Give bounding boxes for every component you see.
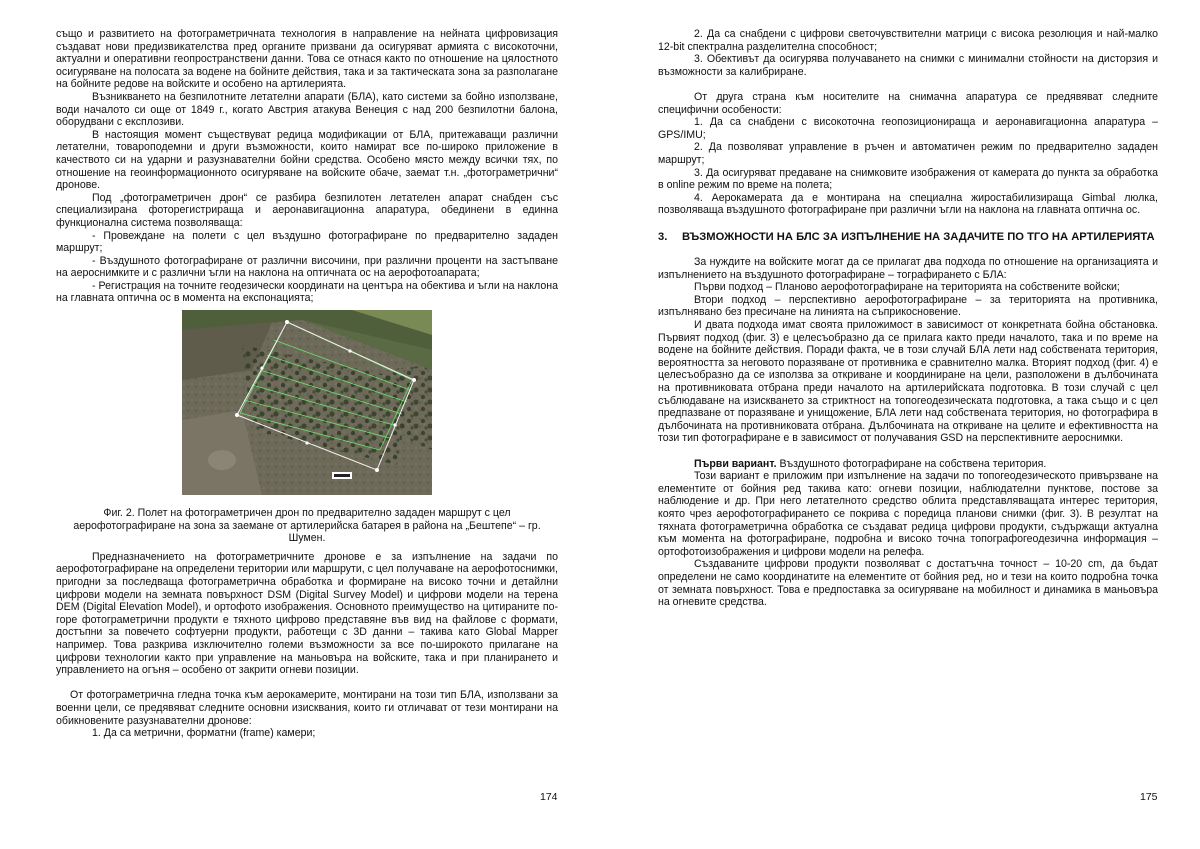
paragraph: От фотограметрична гледна точка към аерокамерите, монтирани на този тип БЛА, използвани за военни цели, се предявяват следните основни изисквания, които ги отличават от тези монтирани на обикновените разузнавателни дронове: — [56, 689, 558, 727]
list-item: 3. Обективът да осигурява получаването на снимки с минимални стойности на дисторзия и възможности за калибриране. — [658, 53, 1158, 78]
paragraph: От друга страна към носителите на снимачна апаратура се предявяват следните специфични особености: — [658, 90, 1158, 116]
paragraph: Този вариант е приложим при изпълнение на задачи по топогеодезическото привързване на елементите от бойния ред такива като: огневи позиции, наблюдателни пунктове, постове за наблюдение и др. При него летателното средство облита представляващата интерес територия, която чрез аерофотографирането се покрива с поредица планови снимки (фиг. 3). В резултат на тяхната фотограметрична обработка се създават редица цифрови продукти, съдържащи актуална към момента на фотографиране, подробна и високо точна топографогеодезична информация – ортофотоизображения и цифрови модели на релефа. — [658, 470, 1158, 558]
page-number: 175 — [1140, 791, 1158, 803]
paragraph: Втори подход – перспективно аерофотографиране – за територията на противника, изпълнявано без пресичане на линията на съприкосновение. — [658, 293, 1158, 319]
aerial-photo-flight-plan — [182, 310, 432, 495]
section-title: ВЪЗМОЖНОСТИ НА БЛС ЗА ИЗПЪЛНЕНИЕ НА ЗАДАЧИТЕ ПО ТГО НА АРТИЛЕРИЯТА — [682, 230, 1155, 243]
paragraph: Предназначението на фотограметричните дронове е за изпълнение на задачи по аерофотографиране на определени територии или маршрути, с цел получаване на аерофотоснимки, пригодни за последваща фотограметрична обработка и формиране на високо точни и детайлни цифрови модели на земната повърхност DSM (Digital Survey Model) и цифрови модели на терена DEM (Digital Elevation Model), и ортофото изображения. Основното преимущество на цитираните по-горе фотограметрични продукти е тяхното цифрово представяне във вид на файлове с формати, достъпни за повечето софтуерни продукти, работещи с 3D данни – такива като Global Mapper например. Това разкрива изключително големи възможности за все по-широкото прилагане на цифрови технологии както при управление на маньовъра на войските, така и при планирането и управлението на огъня – особено от закрити огневи позиции. — [56, 550, 558, 677]
list-item: 4. Аерокамерата да е монтирана на специална жиростабилизираща Gimbal люлка, позволяваща въздушното фотографиране при различни ъгли на наклона на главната оптична ос. — [658, 191, 1158, 217]
figure-caption: аерофотографиране на зона за заемане от артилерийска батарея в района на „Бештепе“ – гр. — [73, 519, 541, 532]
figure — [56, 310, 558, 545]
paragraph: В настоящия момент съществуват редица модификации от БЛА, притежаващи различни летателни, товароподемни и други възможности, които намират все по-широко приложение в качеството си на ударни и разузнавателни бойни средства. Особено място между всички тях, по отношение на геоинформационното осигуряване на войските обаче, заемат т.н. „фотограметрични“ дронове. — [56, 128, 558, 192]
list-item: 1. Да са снабдени с високоточна геопозиционираща и аеронавигационна апаратура – GPS/IMU; — [658, 116, 1158, 141]
list-item: 3. Да осигуряват предаване на снимковите изображения от камерата до пункта за обработка в online режим по време на полета; — [658, 166, 1158, 192]
list-item: - Въздушното фотографиране от различни височини, при различни проценти на застъпване на аероснимките и с различни ъгли на наклона на оптичната ос на аерофотоапарата; — [56, 254, 558, 280]
section-number: 3. — [658, 230, 668, 243]
page-number: 174 — [540, 791, 558, 803]
figure-caption: Шумен. — [288, 532, 326, 545]
paragraph: Под „фотограметричен дрон“ се разбира безпилотен летателен апарат снабден със специализирана фоторегистрираща и аеронавигационна апаратура, обединени в единна функционална система позволяваща: — [56, 191, 558, 229]
paragraph: И двата подхода имат своята приложимост в зависимост от конкретната бойна обстановка. Първият подход (фиг. 3) е целесъобразно да се прилага както преди началото, така и по време на водене на бойните действия. Поради факта, че в този случай БЛА лети над собствената територия, вероятността за неговото поразяване от противника е сравнително малка. Вторият подход (фиг. 4) е целесъобразно да се използва за откриване и координиране на цели, разположени в дълбочината на противниковата отбрана преди началото на артилерийската подготовка. В този случай с цел съблюдаване на изискването за стриктност на топогеодезическата подготовка, а така също и с цел предпазване от поразяване и унищожение, БЛА лети над собствената територия, но фотографира в дълбочината на противниковата отбрана. Дълбочината на откриване на целите и ефективността на този тип фотографиране е в зависимост от получавания GSD на перспективните аероснимки. — [658, 319, 1158, 445]
paragraph: Създаваните цифрови продукти позволяват с достатъчна точност – 10-20 cm, да бъдат определени не само координатите на елементите от бойния ред, но и тези на които подробна точка от земната повърхност. Това е предпоставка за осигуряване на мобилност и динамика в маньовъра на огневите средства. — [658, 558, 1158, 609]
right-text-column — [658, 28, 1158, 609]
list-item: 1. Да са метрични, форматни (frame) камери; — [92, 727, 316, 740]
figure-caption: Фиг. 2. Полет на фотограметричен дрон по предварително зададен маршрут с цел — [103, 507, 511, 520]
paragraph: Първи подход – Планово аерофотографиране на територията на собствените войски; — [694, 281, 1120, 294]
paragraph: Възникването на безпилотните летателни апарати (БЛА), като системи за бойно използване, води началото си още от 1849 г., когато Австрия атакува Венеция с над 200 безпилотни балона, оборудвани с експлозиви. — [56, 90, 558, 129]
variant-title: Първи вариант. — [694, 457, 777, 470]
variant-heading — [658, 458, 1158, 471]
paragraph: също и развитието на фотограметричната технология в направление на нейната цифровизация създават нови предизвикателства пред органите призвани да осигуряват армията с високоточни, актуални и оперативни геопространствени данни. Това се отнася както по отношение на цялостното осигуряване на полосата за водене на бойните действия, така и за тактическата зона за разполагане на бойните редове на войските и особено на артилерията. — [56, 28, 558, 91]
list-item: 2. Да са снабдени с цифрови светочувствителни матрици с висока резолюция и най-малко 12-bit спектрална разделителна способност; — [658, 28, 1158, 53]
section-heading — [658, 230, 1158, 244]
right-page — [600, 0, 1200, 849]
list-item: - Регистрация на точните геодезически координати на центъра на обектива и ъгли на наклона на главната оптична ос в момента на експонацията; — [56, 279, 558, 305]
variant-subtitle: Въздушното фотографиране на собствена територия. — [776, 457, 1047, 470]
list-item: 2. Да позволяват управление в ръчен и автоматичен режим по предварително зададен маршрут; — [658, 141, 1158, 166]
left-text-column — [56, 28, 558, 740]
list-item: - Провеждане на полети с цел въздушно фотографиране по предварително зададен маршрут; — [56, 229, 558, 255]
paragraph: За нуждите на войските могат да се прилагат два подхода по отношение на организацията и изпълнението на въздушното фотографиране – тографирането с БЛА: — [658, 256, 1158, 281]
